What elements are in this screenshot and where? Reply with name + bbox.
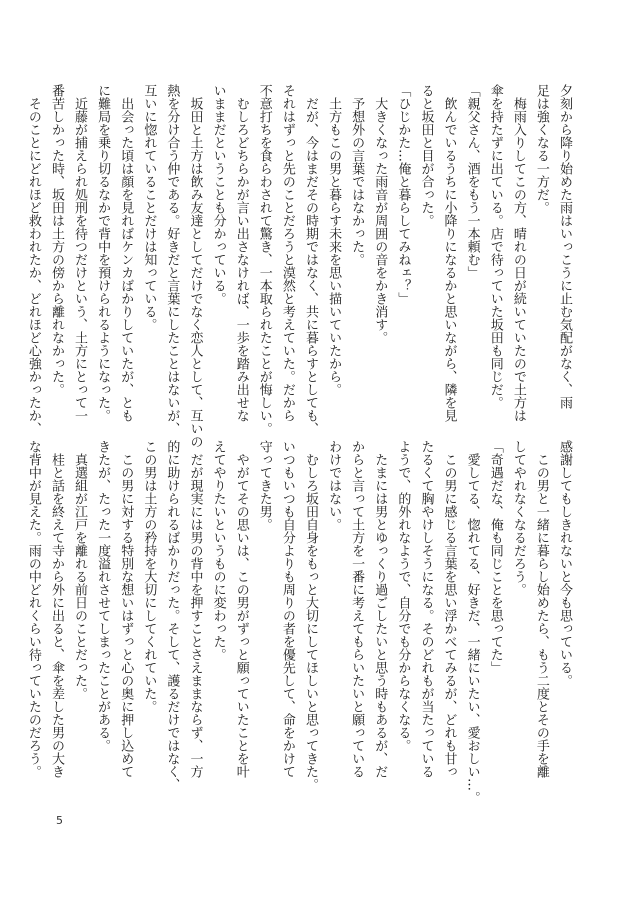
- text-line: 大きくなった雨音が周囲の音をかき消す。: [372, 84, 388, 344]
- upper-text-block: [22, 84, 576, 448]
- text-line: 近藤が捕えられ処刑を待つだけという、土方にとって一: [72, 84, 88, 422]
- text-line: きたが、たった一度溢れさせてしまったことがある。: [95, 440, 111, 752]
- text-line: それはずっと先のことだろうと漠然と考えていた。だから: [279, 84, 295, 422]
- text-line: してやれなくなるだろう。: [510, 440, 526, 596]
- text-line: な背中が見えた。雨の中どれくらい待っていたのだろう。: [25, 440, 41, 778]
- text-line: だが現実には男の背中を押すことさえままならず、一方: [187, 440, 203, 778]
- text-line: 桂と話を終えて寺から外に出ると、傘を差した男の大き: [48, 440, 64, 778]
- text-line: この男は土方の矜持を大切にしてくれていた。: [141, 440, 157, 713]
- text-line: そのことにどれほど救われたか、どれほど心強かったか、: [25, 84, 41, 435]
- lower-text-block: [22, 440, 576, 804]
- page-number: 5: [56, 814, 63, 827]
- text-line: たまには男とゆっくり過ごしたいと思う時もあるが、だ: [372, 440, 388, 778]
- text-line: むしろ坂田自身をもっと大切にしてほしいと思ってきた。: [302, 440, 318, 791]
- text-line: 予想外の言葉ではなかった。: [349, 84, 365, 266]
- text-line: この男に対する特別な想いはずっと心の奥に押し込めて: [118, 440, 134, 778]
- text-line: 感謝してもしきれないと今も思っている。: [557, 440, 572, 687]
- text-line: たるくて胸やけしそうになる。そのどれもが当たっている: [418, 440, 434, 778]
- text-line: に難局を乗り切るなかで背中を預けられるようになった。: [95, 84, 111, 422]
- text-line: この男と一緒に暮らし始めたら、もう二度とその手を離: [533, 440, 549, 778]
- text-line: 番苦しかった時、坂田は土方の傍から離れなかった。: [48, 84, 64, 396]
- text-line: 坂田と土方は飲み友達としてだけでなく恋人として、互いの: [187, 84, 203, 448]
- text-line: ると坂田と目が合った。: [418, 84, 434, 227]
- text-line: ようで、的外れなようで、自分でも分からなくなる。: [395, 440, 411, 752]
- text-line: 梅雨入りしてこの方、晴れの日が続いていたので土方は: [510, 84, 526, 422]
- text-line: だが、今はまだその時期ではなく、共に暮らすとしても、: [302, 84, 318, 435]
- text-line: この男に感じる言葉を思い浮かべてみるが、どれも甘っ: [441, 440, 457, 778]
- text-line: 足は強くなる一方だ。: [533, 84, 549, 214]
- text-line: 飲んでいるうちに小降りになるかと思いながら、隣を見: [441, 84, 457, 422]
- text-line: やがてその思いは、この男がずっと願っていたことを叶: [233, 440, 249, 778]
- text-line: いつもいつも自分よりも周りの者を優先して、命をかけて: [279, 440, 295, 778]
- text-line: 「親父さん、酒をもう一本頼む」: [464, 84, 480, 279]
- text-line: 土方もこの男と暮らす未来を思い描いていたから。: [326, 84, 342, 396]
- text-line: いままだということも分かっている。: [210, 84, 226, 305]
- text-line: 真選組が江戸を離れる前日のことだった。: [72, 440, 88, 700]
- text-line: 愛してる、惚れてる、好きだ、一緒にいたい、愛おしい…。: [464, 440, 480, 804]
- text-line: 「ひじかた…俺と暮らしてみねェ？」: [395, 84, 411, 305]
- text-line: 的に助けられるばかりだった。そして、護るだけではなく、: [164, 440, 180, 791]
- text-line: 「奇遇だな、俺も同じことを思ってた」: [487, 440, 503, 674]
- text-line: 熱を分け合う仲である。好きだと言葉にしたことはないが、: [164, 84, 180, 435]
- text-line: 互いに惚れていることだけは知っている。: [141, 84, 157, 331]
- text-line: 不意打ちを食らわされて驚き、一本取られたことが悔しい。: [256, 84, 272, 435]
- text-line: 出会った頃は顔を見ればケンカばかりしていたが、とも: [118, 84, 134, 422]
- text-line: 夕刻から降り始めた雨はいっこうに止む気配がなく、雨: [557, 84, 572, 409]
- text-line: からと言って土方を一番に考えてもらいたいと願っている: [349, 440, 365, 778]
- text-line: 守ってきた男。: [256, 440, 272, 531]
- text-line: えてやりたいというものに変わった。: [210, 440, 226, 661]
- text-line: むしろどちらかが言い出さなければ、一歩を踏み出せな: [233, 84, 249, 422]
- text-line: 傘を持たずに出ている。店で待っていた坂田も同じだ。: [487, 84, 503, 409]
- text-line: わけではない。: [326, 440, 342, 531]
